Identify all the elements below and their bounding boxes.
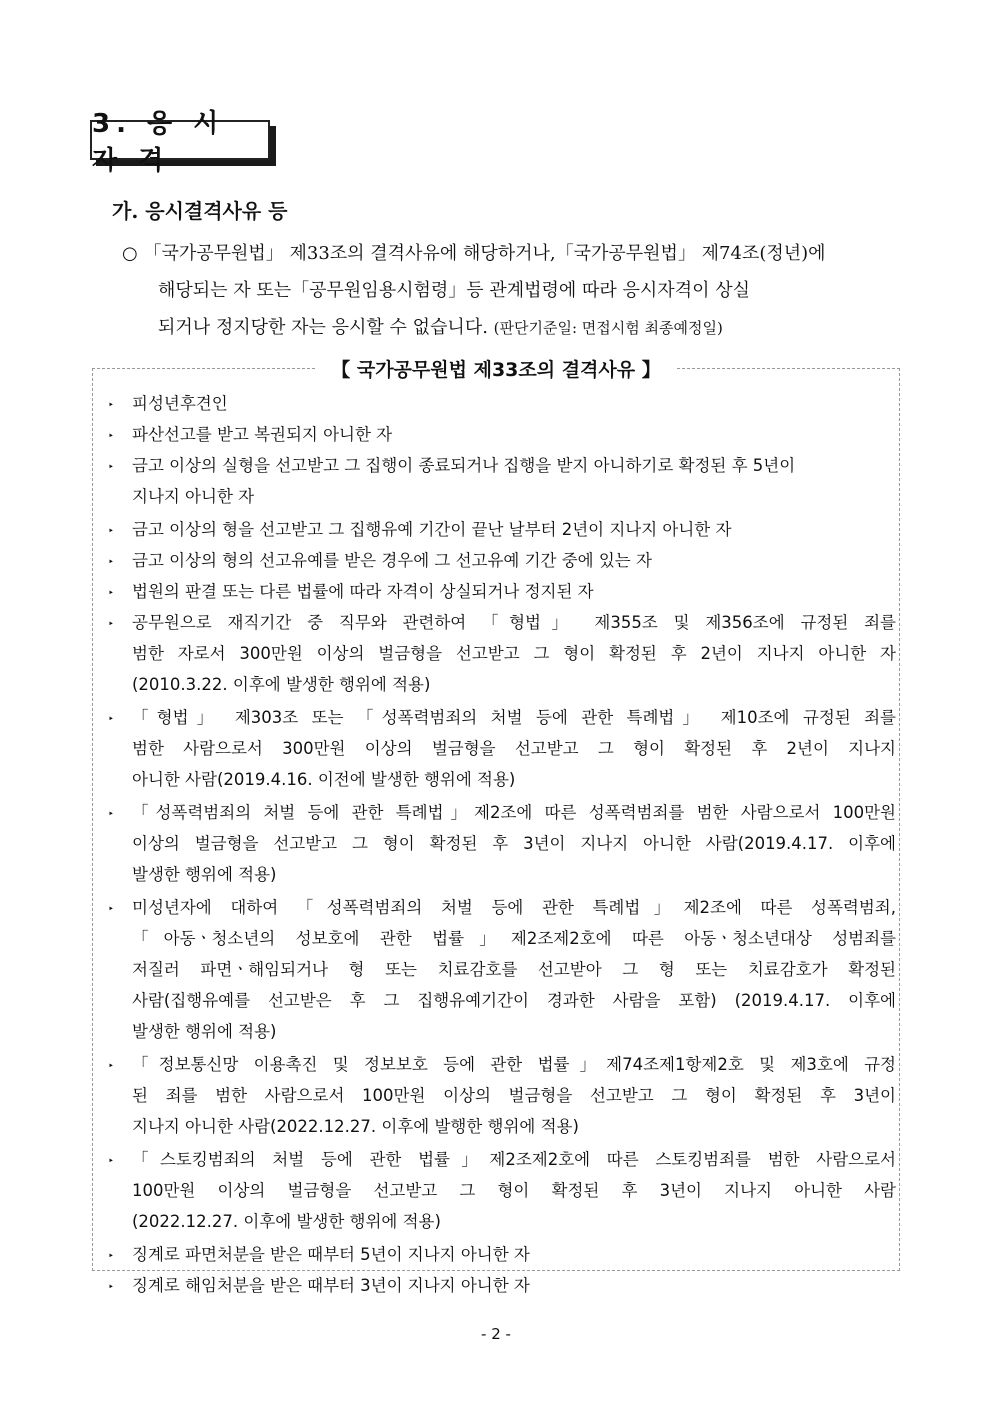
criteria-note: (판단기준일: 면접시험 최종예정일)	[493, 319, 723, 337]
list-item-line: 금고 이상의 형의 선고유예를 받은 경우에 그 선고유예 기간 중에 있는 자	[132, 551, 652, 570]
list-item-line: (2010.3.22. 이후에 발생한 행위에 적용)	[132, 675, 431, 694]
list-item-line: 징계로 해임처분을 받은 때부터 3년이 지나지 아니한 자	[132, 1276, 530, 1295]
list-item-line: 금고 이상의 형을 선고받고 그 집행유예 기간이 끝난 날부터 2년이 지나지 아니한 자	[132, 520, 732, 539]
list-item-line: 「정보통신망 이용촉진 및 정보보호 등에 관한 법률」제74조제1항제2호 및 제3호에 규정	[132, 1055, 896, 1074]
list-item-line: 공무원으로 재직기간 중 직무와 관련하여 「형법」 제355조 및 제356조에 규정된 죄를	[132, 613, 896, 632]
list-item-line: 피성년후견인	[132, 394, 228, 413]
triangle-bullet-icon: ‣	[108, 809, 114, 820]
list-item-line: 아니한 사람(2019.4.16. 이전에 발생한 행위에 적용)	[132, 770, 516, 789]
list-item-line: 이상의 벌금형을 선고받고 그 형이 확정된 후 3년이 지나지 아니한 사람(2019.4.17. 이후에	[132, 834, 896, 853]
intro-paragraph	[122, 235, 912, 346]
section-title: 3. 응 시 자 격	[92, 109, 225, 176]
list-item-line: 범한 사람으로서 300만원 이상의 벌금형을 선고받고 그 형이 확정된 후 2년이 지나지	[132, 739, 896, 758]
list-item	[106, 514, 896, 545]
list-item	[106, 388, 896, 419]
triangle-bullet-icon: ‣	[108, 588, 114, 599]
list-item	[106, 1270, 896, 1301]
triangle-bullet-icon: ‣	[108, 526, 114, 537]
list-item-line: 「스토킹범죄의 처벌 등에 관한 법률」제2조제2호에 따른 스토킹범죄를 범한 사람으로서	[132, 1150, 896, 1169]
list-item	[106, 545, 896, 576]
triangle-bullet-icon: ‣	[108, 619, 114, 630]
list-item	[106, 1239, 896, 1270]
list-item	[106, 702, 896, 795]
list-item	[106, 607, 896, 700]
list-item	[106, 576, 896, 607]
list-item	[106, 797, 896, 890]
page-number: - 2 -	[481, 1325, 511, 1343]
list-item-line: 미성년자에 대하여 「성폭력범죄의 처벌 등에 관한 특례법」제2조에 따른 성폭력범죄,	[132, 898, 896, 917]
triangle-bullet-icon: ‣	[108, 400, 114, 411]
intro-line: 해당되는 자 또는「공무원임용시험령」등 관계법령에 따라 응시자격이 상실	[158, 280, 750, 301]
list-item-line: 100만원 이상의 벌금형을 선고받고 그 형이 확정된 후 3년이 지나지 아니한 사람	[132, 1181, 896, 1200]
list-item-line: 발생한 행위에 적용)	[132, 865, 277, 884]
list-item-line: 저질러 파면ㆍ해임되거나 형 또는 치료감호를 선고받아 그 형 또는 치료감호가 확정된	[132, 960, 896, 979]
intro-line: 되거나 정지당한 자는 응시할 수 없습니다. (판단기준일: 면접시험 최종예정일)	[158, 317, 723, 338]
circle-bullet-icon: ○	[122, 243, 138, 264]
list-item-line: 지나지 아니한 자	[132, 487, 255, 506]
triangle-bullet-icon: ‣	[108, 904, 114, 915]
triangle-bullet-icon: ‣	[108, 1156, 114, 1167]
list-item-line: 지나지 아니한 사람(2022.12.27. 이후에 발행한 행위에 적용)	[132, 1117, 579, 1136]
triangle-bullet-icon: ‣	[108, 431, 114, 442]
list-item-line: 된 죄를 범한 사람으로서 100만원 이상의 벌금형을 선고받고 그 형이 확정된 후 3년이	[132, 1086, 896, 1105]
list-item	[106, 892, 896, 1047]
list-item-line: 법원의 판결 또는 다른 법률에 따라 자격이 상실되거나 정지된 자	[132, 582, 594, 601]
triangle-bullet-icon: ‣	[108, 714, 114, 725]
list-item-line: 금고 이상의 실형을 선고받고 그 집행이 종료되거나 집행을 받지 아니하기로 확정된 후 5년이	[132, 456, 796, 475]
list-item-line: 「아동ㆍ청소년의 성보호에 관한 법률」제2조제2호에 따른 아동ㆍ청소년대상 성범죄를	[132, 929, 896, 948]
triangle-bullet-icon: ‣	[108, 557, 114, 568]
section-heading-box	[90, 109, 270, 176]
list-item	[106, 1049, 896, 1142]
list-item-line: 범한 자로서 300만원 이상의 벌금형을 선고받고 그 형이 확정된 후 2년이 지나지 아니한 자	[132, 644, 896, 663]
list-item-line: 파산선고를 받고 복권되지 아니한 자	[132, 425, 393, 444]
list-item-line: (2022.12.27. 이후에 발생한 행위에 적용)	[132, 1212, 441, 1231]
triangle-bullet-icon: ‣	[108, 1282, 114, 1293]
list-item	[106, 450, 896, 512]
triangle-bullet-icon: ‣	[108, 1061, 114, 1072]
triangle-bullet-icon: ‣	[108, 1251, 114, 1262]
triangle-bullet-icon: ‣	[108, 462, 114, 473]
list-item-line: 징계로 파면처분을 받은 때부터 5년이 지나지 아니한 자	[132, 1245, 530, 1264]
list-item-line: 「형법」 제303조 또는 「성폭력범죄의 처벌 등에 관한 특례법」 제10조에 규정된 죄를	[132, 708, 896, 727]
list-item-line: 발생한 행위에 적용)	[132, 1022, 277, 1041]
list-item-line: 「성폭력범죄의 처벌 등에 관한 특례법」제2조에 따른 성폭력범죄를 범한 사람으로서 100만원	[132, 803, 896, 822]
list-item	[106, 419, 896, 450]
list-item	[106, 1144, 896, 1237]
subsection-title: 가. 응시결격사유 등	[112, 199, 288, 223]
disqualification-list	[106, 388, 896, 1301]
box-title: 【 국가공무원법 제33조의 결격사유 】	[0, 355, 992, 382]
list-item-line: 사람(집행유예를 선고받은 후 그 집행유예기간이 경과한 사람을 포함) (2019.4.17. 이후에	[132, 991, 896, 1010]
intro-line: ○ 「국가공무원법」 제33조의 결격사유에 해당하거나,「국가공무원법」 제74조(정년)에	[122, 243, 826, 264]
